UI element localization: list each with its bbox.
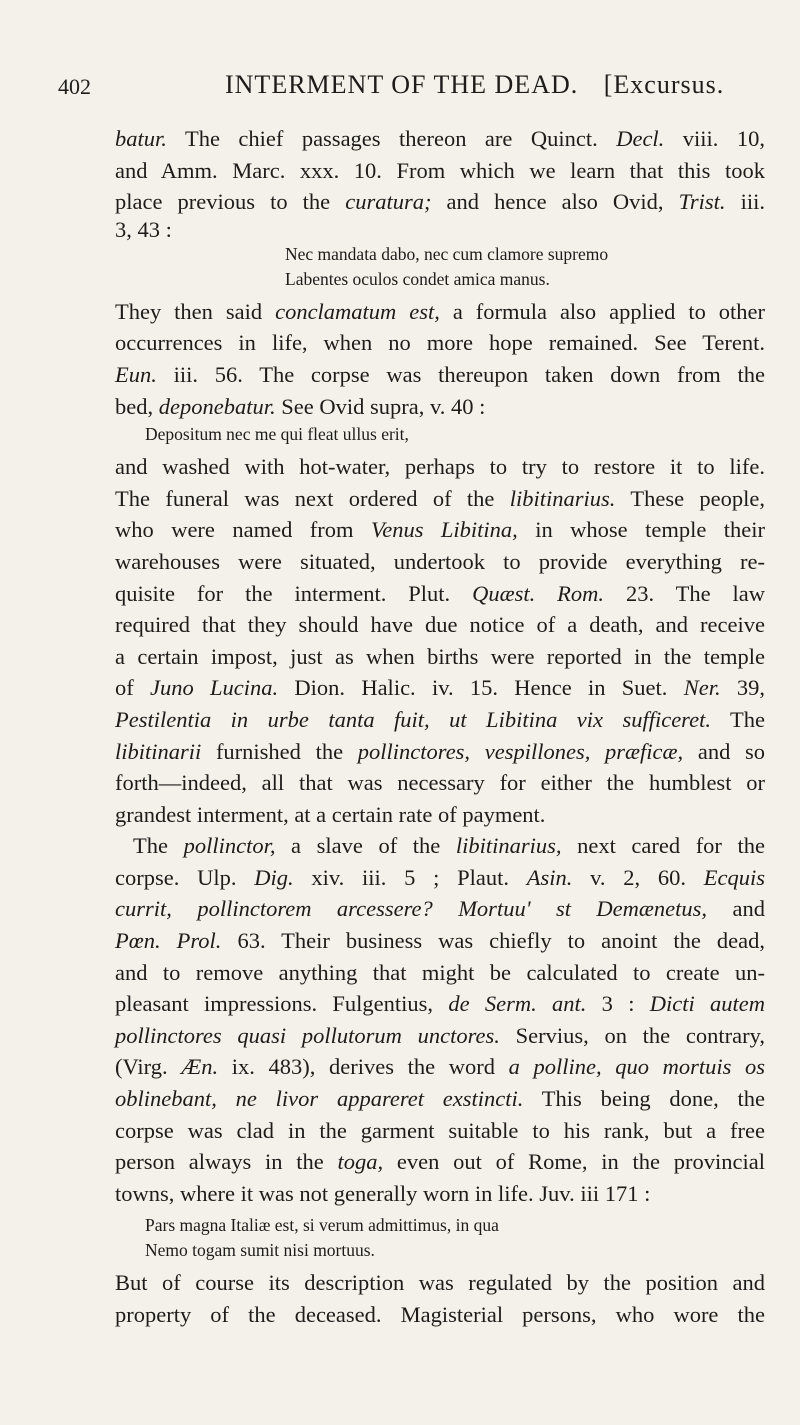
text-line: and washed with hot-water, perhaps to try to restore it to life. xyxy=(115,454,765,480)
text-line: Pœn. Prol. 63. Their business was chiefly to anoint the dead, xyxy=(115,928,765,954)
text-line: oblinebant, ne livor appareret exstincti. This being done, the xyxy=(115,1086,766,1112)
verse-quote-line: Labentes oculos condet amica manus. xyxy=(285,268,550,289)
text-line: They then said conclamatum est, a formula also applied to other xyxy=(115,298,765,324)
text-line: Eun. iii. 56. The corpse was thereupon taken down from the xyxy=(115,361,765,387)
text-line: Pestilentia in urbe tanta fuit, ut Libitina vix sufficeret. The xyxy=(115,706,765,732)
text-line: who were named from Venus Libitina, in whose temple their xyxy=(115,517,765,543)
text-line: a certain impost, just as when births were reported in the temple xyxy=(115,643,765,669)
text-line: and to remove anything that might be calculated to create un- xyxy=(115,959,765,985)
text-line: currit, pollinctorem arcessere? Mortuu' st Demænetus, and xyxy=(115,896,765,922)
text-line: and Amm. Marc. xxx. 10. From which we learn that this took xyxy=(115,157,765,183)
text-line: pleasant impressions. Fulgentius, de Serm. ant. 3 : Dicti autem xyxy=(115,991,765,1017)
verse-quote-line: Pars magna Italiæ est, si verum admittimus, in qua xyxy=(145,1215,499,1236)
text-line: warehouses were situated, undertook to provide everything re- xyxy=(115,548,765,574)
text-line: quisite for the interment. Plut. Quæst. Rom. 23. The law xyxy=(115,580,765,606)
text-line: grandest interment, at a certain rate of payment. xyxy=(115,801,546,827)
text-line: bed, deponebatur. See Ovid supra, v. 40 : xyxy=(115,393,486,419)
text-line: person always in the toga, even out of Rome, in the provincial xyxy=(115,1149,765,1175)
text-line: occurrences in life, when no more hope remained. See Terent. xyxy=(115,330,765,356)
text-line: corpse. Ulp. Dig. xiv. iii. 5 ; Plaut. Asin. v. 2, 60. Ecquis xyxy=(115,864,765,890)
verse-quote-line: Depositum nec me qui fleat ullus erit, xyxy=(145,424,409,445)
text-line: property of the deceased. Magisterial persons, who wore the xyxy=(115,1302,765,1327)
text-line: The funeral was next ordered of the libitinarius. These people, xyxy=(115,485,766,511)
running-head xyxy=(225,70,724,100)
text-line: libitinarii furnished the pollinctores, vespillones, præficæ, and so xyxy=(115,738,766,764)
text-line: pollinctores quasi pollutorum unctores. Servius, on the contrary, xyxy=(115,1022,765,1048)
text-line: But of course its description was regulated by the position and xyxy=(115,1270,765,1296)
text-line: place previous to the curatura; and hence also Ovid, Trist. iii. xyxy=(115,189,765,215)
verse-quote-line: Nemo togam sumit nisi mortuus. xyxy=(145,1240,375,1261)
page-number: 402 xyxy=(58,74,91,99)
text-line: (Virg. Æn. ix. 483), derives the word a polline, quo mortuis os xyxy=(115,1054,765,1080)
text-line: towns, where it was not generally worn in life. Juv. iii 171 : xyxy=(115,1180,651,1206)
running-head-title: INTERMENT OF THE DEAD. xyxy=(225,70,579,99)
text-line: batur. The chief passages thereon are Quinct. Decl. viii. 10, xyxy=(115,126,765,151)
text-line: forth—indeed, all that was necessary for either the humblest or xyxy=(115,770,765,796)
verse-quote-line: Nec mandata dabo, nec cum clamore supremo xyxy=(285,243,609,264)
text-line: required that they should have due notice of a death, and receive xyxy=(115,612,765,638)
text-line: corpse was clad in the garment suitable to his rank, but a free xyxy=(115,1117,765,1143)
running-head-section: [Excursus. xyxy=(603,70,725,99)
text-line: The pollinctor, a slave of the libitinarius, next cared for the xyxy=(133,833,766,859)
body-text xyxy=(115,123,765,1331)
text-line: of Juno Lucina. Dion. Halic. iv. 15. Hence in Suet. Ner. 39, xyxy=(115,675,765,701)
text-line: 3, 43 : xyxy=(115,216,172,242)
